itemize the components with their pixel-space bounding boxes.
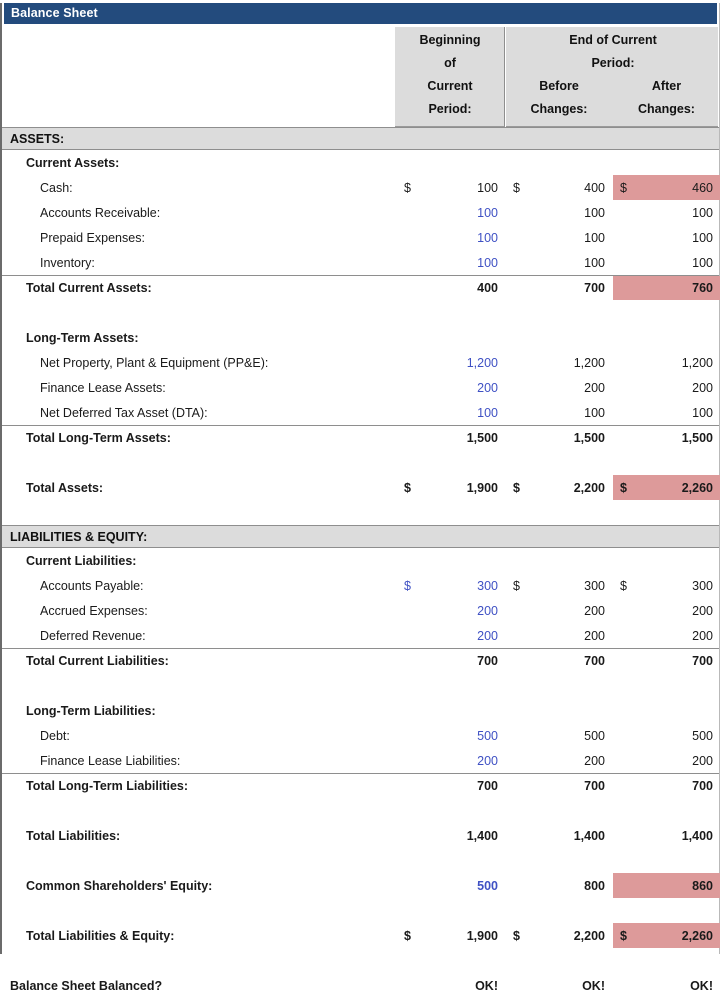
value-col1[interactable]: 200 (477, 603, 498, 618)
row-label: Finance Lease Assets: (40, 380, 166, 395)
table-row-finance-lease-liabilities[interactable] (2, 748, 719, 773)
table-row-deferred-revenue[interactable] (2, 623, 719, 648)
value-col1: 1,400 (466, 828, 498, 843)
group-label: Current Assets: (26, 155, 120, 170)
value-col2[interactable]: 400 (584, 180, 605, 195)
value-col3: 760 (692, 281, 713, 295)
value-col3[interactable]: 100 (692, 205, 713, 220)
column-headers (2, 27, 719, 127)
value-col1[interactable]: 500 (477, 728, 498, 743)
row-label: Accounts Payable: (40, 578, 144, 593)
value-col3[interactable]: 300 (692, 578, 713, 593)
header-col3-line2: Changes: (638, 102, 695, 116)
row-label: Finance Lease Liabilities: (40, 753, 181, 768)
row-label: Total Long-Term Liabilities: (26, 779, 189, 793)
value-col2: 800 (584, 878, 605, 893)
value-col2: 1,500 (573, 431, 605, 445)
group-header-current-assets (2, 150, 719, 175)
table-row-common-shareholders-equity[interactable] (2, 873, 719, 898)
table-row-total-long-term-liabilities (2, 773, 719, 798)
spacer-row (2, 898, 719, 923)
value-col3: 700 (692, 654, 713, 668)
table-row-accrued-expenses[interactable] (2, 598, 719, 623)
currency-symbol-col3: $ (620, 928, 627, 943)
value-col1[interactable]: 200 (477, 753, 498, 768)
value-col1[interactable]: 100 (477, 230, 498, 245)
table-row-accounts-payable[interactable] (2, 573, 719, 598)
value-col3: 700 (692, 779, 713, 793)
currency-symbol-col2: $ (513, 928, 520, 943)
row-label: Inventory: (40, 255, 95, 270)
group-label: Current Liabilities: (26, 553, 137, 568)
group-header-long-term-assets (2, 325, 719, 350)
header-col2-line1: Before (539, 79, 579, 93)
currency-symbol-col3: $ (620, 578, 627, 593)
value-col3[interactable]: 200 (692, 628, 713, 643)
value-col1[interactable]: 200 (477, 380, 498, 395)
row-label: Debt: (40, 728, 70, 743)
header-col1-line4: Period: (428, 102, 472, 116)
header-group-line1: End of Current (569, 33, 657, 47)
currency-symbol-col3: $ (620, 180, 627, 195)
value-col3: 1,500 (681, 431, 713, 445)
value-col3[interactable]: 500 (692, 728, 713, 743)
table-row-total-assets (2, 475, 719, 500)
value-col2[interactable]: 100 (584, 230, 605, 245)
value-col2[interactable]: 1,200 (573, 355, 605, 370)
value-col3[interactable]: 200 (692, 603, 713, 618)
value-col1[interactable]: 100 (477, 255, 498, 270)
row-label: Net Property, Plant & Equipment (PP&E): (40, 355, 269, 370)
row-label: Deferred Revenue: (40, 628, 146, 643)
spacer-row (2, 848, 719, 873)
status-badge-col3: OK! (690, 978, 713, 993)
value-col1[interactable]: 100 (477, 205, 498, 220)
header-group-line2: Period: (591, 56, 635, 70)
value-col1[interactable]: 1,200 (466, 355, 498, 370)
value-col3: 860 (692, 878, 713, 893)
row-label: Net Deferred Tax Asset (DTA): (40, 405, 208, 420)
value-col1: 700 (477, 779, 498, 793)
currency-symbol-col3: $ (620, 480, 627, 495)
currency-symbol-col2: $ (513, 480, 520, 495)
table-row-ppe[interactable] (2, 350, 719, 375)
table-row-dta[interactable] (2, 400, 719, 425)
value-col1[interactable]: 300 (477, 578, 498, 593)
value-col2[interactable]: 200 (584, 380, 605, 395)
value-col3[interactable]: 200 (692, 753, 713, 768)
table-row-cash[interactable] (2, 175, 719, 200)
table-row-inventory[interactable] (2, 250, 719, 275)
value-col2[interactable]: 100 (584, 205, 605, 220)
spacer-row (2, 500, 719, 525)
value-col3[interactable]: 1,200 (681, 355, 713, 370)
value-col3: 1,400 (681, 828, 713, 843)
row-label: Total Long-Term Assets: (26, 431, 171, 445)
group-header-current-liabilities (2, 548, 719, 573)
value-col1: 400 (477, 281, 498, 295)
value-col3[interactable]: 460 (692, 180, 713, 195)
spacer-row (2, 798, 719, 823)
group-label: Long-Term Liabilities: (26, 703, 156, 718)
currency-symbol-col2: $ (513, 578, 520, 593)
value-col1: 1,500 (466, 431, 498, 445)
currency-symbol-col1: $ (404, 578, 411, 593)
page-title: Balance Sheet (4, 3, 717, 24)
currency-symbol-col2: $ (513, 180, 520, 195)
value-col2: 1,400 (573, 828, 605, 843)
table-row-finance-lease-assets[interactable] (2, 375, 719, 400)
currency-symbol-col1: $ (404, 180, 411, 195)
value-col2[interactable]: 500 (584, 728, 605, 743)
status-badge-col1: OK! (475, 978, 498, 993)
value-col1: 1,900 (466, 480, 498, 495)
spacer-row (2, 300, 719, 325)
value-col1[interactable]: 100 (477, 405, 498, 420)
currency-symbol-col1: $ (404, 480, 411, 495)
row-label: Total Liabilities: (26, 828, 121, 843)
value-col2[interactable]: 100 (584, 255, 605, 270)
value-col3[interactable]: 100 (692, 405, 713, 420)
header-col1-line2: of (444, 56, 456, 70)
table-row-total-liabilities-equity (2, 923, 719, 948)
row-label: Total Assets: (26, 480, 104, 495)
table-row-debt[interactable] (2, 723, 719, 748)
spacer-row (2, 450, 719, 475)
row-label: Total Liabilities & Equity: (26, 928, 175, 943)
value-col1: 700 (477, 654, 498, 668)
row-label: Accounts Receivable: (40, 205, 161, 220)
currency-symbol-col1: $ (404, 928, 411, 943)
value-col2[interactable]: 200 (584, 753, 605, 768)
value-col3[interactable]: 100 (692, 255, 713, 270)
table-row-balance-check (2, 973, 719, 998)
value-col3[interactable]: 200 (692, 380, 713, 395)
row-label: Accrued Expenses: (40, 603, 148, 618)
value-col2: 2,200 (573, 928, 605, 943)
value-col3: 2,260 (681, 928, 713, 943)
table-row-accounts-receivable[interactable] (2, 200, 719, 225)
value-col2: 2,200 (573, 480, 605, 495)
row-label: Total Current Liabilities: (26, 654, 169, 668)
value-col2: 700 (584, 654, 605, 668)
row-label: Cash: (40, 180, 73, 195)
value-col2: 700 (584, 779, 605, 793)
row-label: Prepaid Expenses: (40, 230, 145, 245)
value-col2[interactable]: 200 (584, 603, 605, 618)
table-row-total-current-assets (2, 275, 719, 300)
spacer-row (2, 948, 719, 973)
value-col3[interactable]: 100 (692, 230, 713, 245)
row-label: Total Current Assets: (26, 281, 152, 295)
spacer-row (2, 673, 719, 698)
value-col1[interactable]: 200 (477, 628, 498, 643)
table-row-total-long-term-assets (2, 425, 719, 450)
group-header-long-term-liabilities (2, 698, 719, 723)
balance-sheet-worksheet (0, 3, 720, 993)
table-row-prepaid-expenses[interactable] (2, 225, 719, 250)
value-col3: 2,260 (681, 480, 713, 495)
table-row-total-liabilities (2, 823, 719, 848)
value-col1[interactable]: 500 (477, 878, 498, 893)
section-header-liabilities-equity: LIABILITIES & EQUITY: (2, 525, 719, 548)
section-header-assets: ASSETS: (2, 127, 719, 150)
header-col1-line3: Current (427, 79, 473, 93)
value-col1[interactable]: 100 (477, 180, 498, 195)
group-label: Long-Term Assets: (26, 330, 139, 345)
header-col3-line1: After (651, 79, 682, 93)
value-col2[interactable]: 200 (584, 628, 605, 643)
value-col2[interactable]: 100 (584, 405, 605, 420)
value-col2[interactable]: 300 (584, 578, 605, 593)
row-label: Common Shareholders' Equity: (26, 878, 213, 893)
header-col1-line1: Beginning (419, 33, 481, 47)
header-col2-line2: Changes: (530, 102, 588, 116)
row-label: Balance Sheet Balanced? (10, 978, 163, 993)
table-row-total-current-liabilities (2, 648, 719, 673)
value-col1: 1,900 (466, 928, 498, 943)
value-col2: 700 (584, 281, 605, 295)
status-badge-col2: OK! (582, 978, 605, 993)
